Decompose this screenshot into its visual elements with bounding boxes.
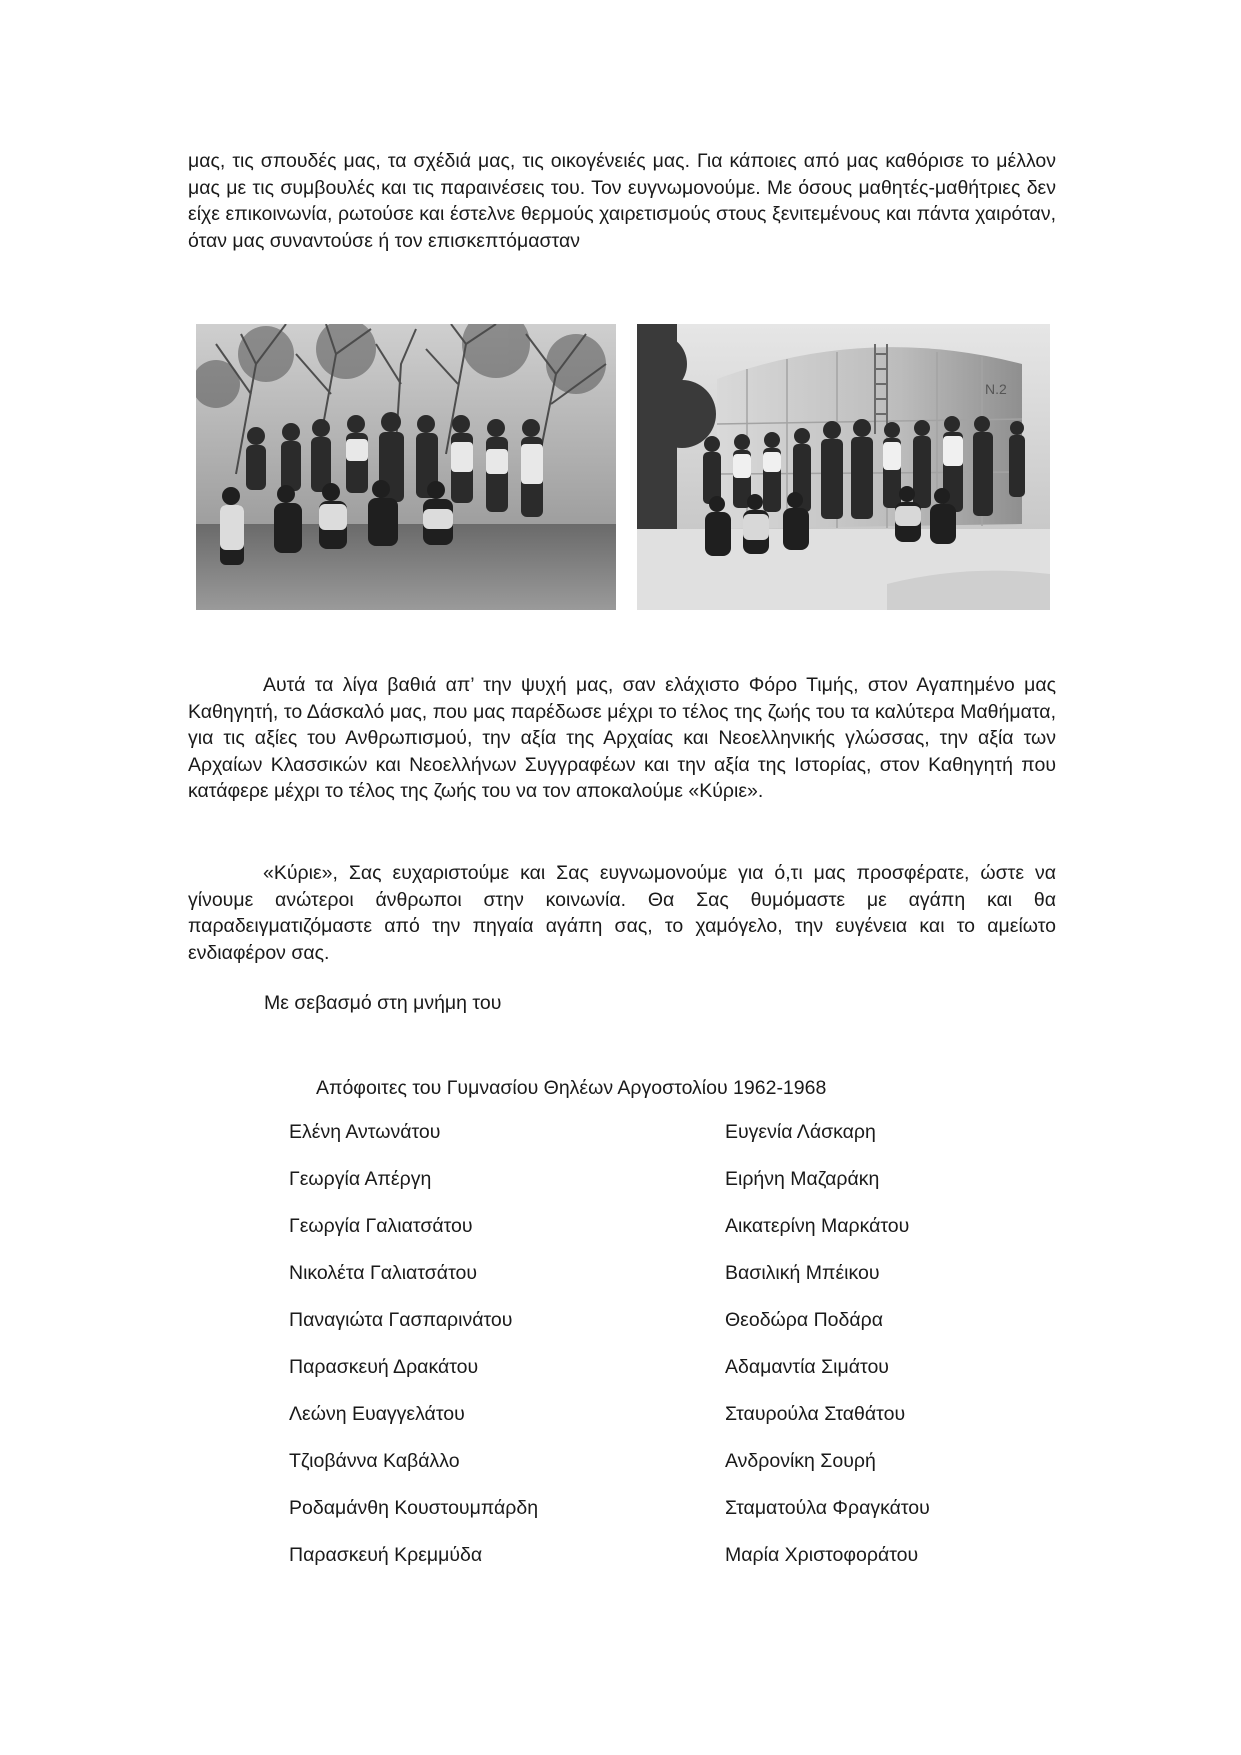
graduate-name: Σταματούλα Φραγκάτου bbox=[725, 1497, 930, 1519]
graduates-title: Απόφοιτες του Γυμνασίου Θηλέων Αργοστολίου 1962-1968 bbox=[316, 1077, 827, 1099]
graduate-name: Ευγενία Λάσκαρη bbox=[725, 1121, 876, 1143]
graduates-list-right bbox=[725, 1117, 930, 1587]
paragraph-tribute: Αυτά τα λίγα βαθιά απ’ την ψυχή μας, σαν ελάχιστο Φόρο Τιμής, στον Αγαπημένο μας Καθηγητή, το Δάσκαλό μας, που μας παρέδωσε μέχρι το τέλος της ζωής του τα καλύτερα Μαθήματα, για τις αξίες του Ανθρωπισμού, την αξία της Αρχαίας και Νεοελληνικής γλώσσας, την αξία των Αρχαίων Κλασσικών και Νεοελλήνων Συγγραφέων και την αξία της Ιστορίας, στον Καθηγητή που κατάφερε μέχρι το τέλος της ζωής του να τον αποκαλούμε «Κύριε». bbox=[188, 674, 1056, 802]
paragraph-intro: μας, τις σπουδές μας, τα σχέδιά μας, τις οικογένειές μας. Για κάποιες από μας καθόρισε το μέλλον μας με τις συμβουλές και τις παραινέσεις του. Τον ευγνωμονούμε. Με όσους μαθητές-μαθήτριες δεν είχε επικοινωνία, ρωτούσε και έστελνε θερμούς χαιρετισμούς στους ξενιτεμένους και πάντα χαιρόταν, όταν μας συναντούσε ή τον επισκεπτόμασταν bbox=[188, 150, 1056, 252]
group-photo-trees bbox=[196, 324, 616, 610]
group-photo-water-tank bbox=[637, 324, 1050, 610]
graduate-name: Τζιοβάννα Καβάλλο bbox=[289, 1450, 460, 1472]
graduate-name: Νικολέτα Γαλιατσάτου bbox=[289, 1262, 478, 1284]
closing-line: Με σεβασμό στη μνήμη του bbox=[264, 992, 502, 1014]
graduate-name: Αδαμαντία Σιμάτου bbox=[725, 1356, 889, 1378]
graduate-name: Μαρία Χριστοφοράτου bbox=[725, 1544, 919, 1566]
graduate-name: Σταυρούλα Σταθάτου bbox=[725, 1403, 906, 1425]
graduate-name: Λεώνη Ευαγγελάτου bbox=[289, 1403, 465, 1425]
graduate-name: Γεωργία Γαλιατσάτου bbox=[289, 1215, 473, 1237]
graduates-list-left bbox=[289, 1117, 538, 1587]
graduate-name: Βασιλική Μπέικου bbox=[725, 1262, 880, 1284]
graduate-name: Παναγιώτα Γασπαρινάτου bbox=[289, 1309, 513, 1331]
graduate-name: Παρασκευή Δρακάτου bbox=[289, 1356, 479, 1378]
graduate-name: Ελένη Αντωνάτου bbox=[289, 1121, 441, 1143]
graduate-name: Γεωργία Απέργη bbox=[289, 1168, 432, 1190]
graduate-name: Θεοδώρα Ποδάρα bbox=[725, 1309, 883, 1331]
graduate-name: Παρασκευή Κρεμμύδα bbox=[289, 1544, 483, 1566]
graduate-name: Ειρήνη Μαζαράκη bbox=[725, 1168, 880, 1190]
paragraph-thanks: «Κύριε», Σας ευχαριστούμε και Σας ευγνωμονούμε για ό,τι μας προσφέρατε, ώστε να γίνουμε ανώτεροι άνθρωποι στην κοινωνία. Θα Σας θυμόμαστε με αγάπη και θα παραδειγματιζόμαστε από την πηγαία αγάπη σας, το χαμόγελο, την ευγένεια και το αμείωτο ενδιαφέρον σας. bbox=[188, 862, 1056, 964]
tank-sign: Ν.2 bbox=[985, 381, 1007, 397]
graduate-name: Αικατερίνη Μαρκάτου bbox=[725, 1215, 910, 1237]
graduate-name: Ροδαμάνθη Κουστουμπάρδη bbox=[289, 1497, 539, 1519]
graduate-name: Ανδρονίκη Σουρή bbox=[725, 1450, 876, 1472]
